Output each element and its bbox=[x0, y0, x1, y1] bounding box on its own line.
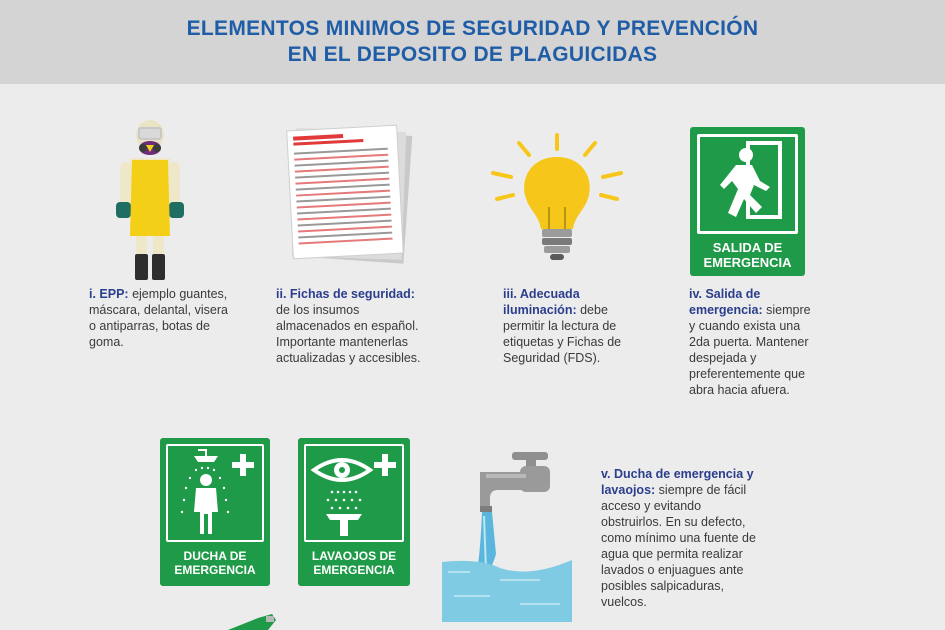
caption-sheets-text: de los insumos almacenados en español. Importante mantenerlas actualizadas y accesibles. bbox=[276, 303, 421, 365]
light-bulb-icon bbox=[487, 133, 627, 268]
caption-shower-eyewash bbox=[601, 466, 761, 610]
caption-epp bbox=[89, 286, 229, 350]
exit-sign-frame bbox=[697, 134, 798, 234]
caption-sheets bbox=[276, 286, 431, 366]
page-title-line-2: EN EL DEPOSITO DE PLAGUICIDAS bbox=[287, 43, 658, 66]
caption-exit-text: siempre y cuando exista una 2da puerta. Mantener despejada y preferentemente que abra hacia afuera. bbox=[689, 303, 811, 397]
caption-exit bbox=[689, 286, 819, 398]
caption-exit-lead: iv. Salida de emergencia: bbox=[689, 287, 763, 317]
caption-shower-eyewash-text: siempre de fácil acceso y evitando obstruirlos. En su defecto, como mínimo una fuente de agua que permita realizar lavados o enjuagues ante posibles salpicaduras, vuelcos. bbox=[601, 483, 756, 609]
shower-sign-frame bbox=[166, 444, 264, 542]
exit-sign-label: SALIDA DE EMERGENCIA bbox=[703, 240, 792, 270]
safety-sheets-icon bbox=[282, 122, 422, 267]
eyewash-sign-label: LAVAOJOS DE EMERGENCIA bbox=[311, 549, 397, 577]
caption-lighting-text: debe permitir la lectura de etiquetas y Fichas de Seguridad (FDS). bbox=[503, 303, 622, 365]
eyewash-sign-frame bbox=[304, 444, 404, 542]
caption-sheets-lead: ii. Fichas de seguridad: bbox=[276, 287, 415, 301]
caption-epp-text: ejemplo guantes, máscara, delantal, visera o antiparras, botas de goma. bbox=[89, 287, 228, 349]
emergency-exit-sign bbox=[690, 127, 805, 276]
emergency-shower-sign bbox=[160, 438, 270, 586]
shower-icon bbox=[168, 446, 262, 540]
running-man-icon bbox=[700, 137, 795, 231]
caption-shower-eyewash-lead: v. Ducha de emergencia y lavaojos: bbox=[601, 467, 754, 497]
eyewash-icon bbox=[306, 446, 402, 540]
page-header bbox=[0, 0, 945, 84]
eyewash-sign bbox=[298, 438, 410, 586]
caption-lighting bbox=[503, 286, 628, 366]
caption-epp-lead: i. EPP: bbox=[89, 287, 129, 301]
water-tap-icon bbox=[440, 450, 580, 625]
protective-suit-icon bbox=[110, 118, 190, 283]
caption-lighting-lead: iii. Adecuada iluminación: bbox=[503, 287, 580, 317]
page-title-line-1: ELEMENTOS MINIMOS DE SEGURIDAD Y PREVENCIÓN bbox=[186, 17, 759, 40]
shower-sign-label: DUCHA DE EMERGENCIA bbox=[174, 549, 256, 577]
cropped-green-object bbox=[228, 614, 278, 630]
